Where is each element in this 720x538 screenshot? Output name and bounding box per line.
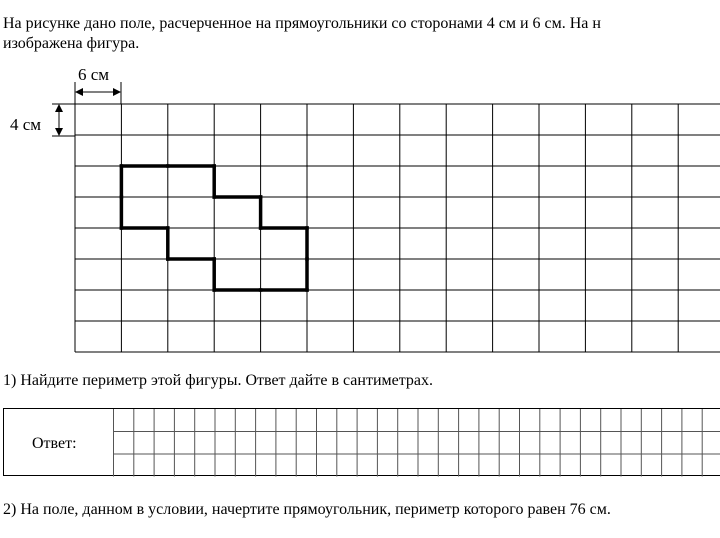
intro-text-line-2: изображена фигура.	[3, 35, 140, 52]
answer-input-grid[interactable]	[113, 409, 720, 477]
answer-label: Ответ:	[32, 435, 77, 452]
question-1: 1) Найдите периметр этой фигуры. Ответ дайте в сантиметрах.	[3, 372, 434, 389]
answer-box	[3, 408, 720, 476]
intro-text-line-1: На рисунке дано поле, расчерченное на прямоугольники со сторонами 4 см и 6 см. На н	[3, 15, 601, 32]
width-dimension-label: 6 см	[78, 65, 110, 84]
height-dimension-label: 4 см	[10, 115, 42, 134]
grid-field	[75, 104, 720, 352]
question-2: 2) На поле, данном в условии, начертите прямоугольник, периметр которого равен 76 см.	[3, 501, 611, 518]
grid-diagram	[0, 58, 720, 358]
